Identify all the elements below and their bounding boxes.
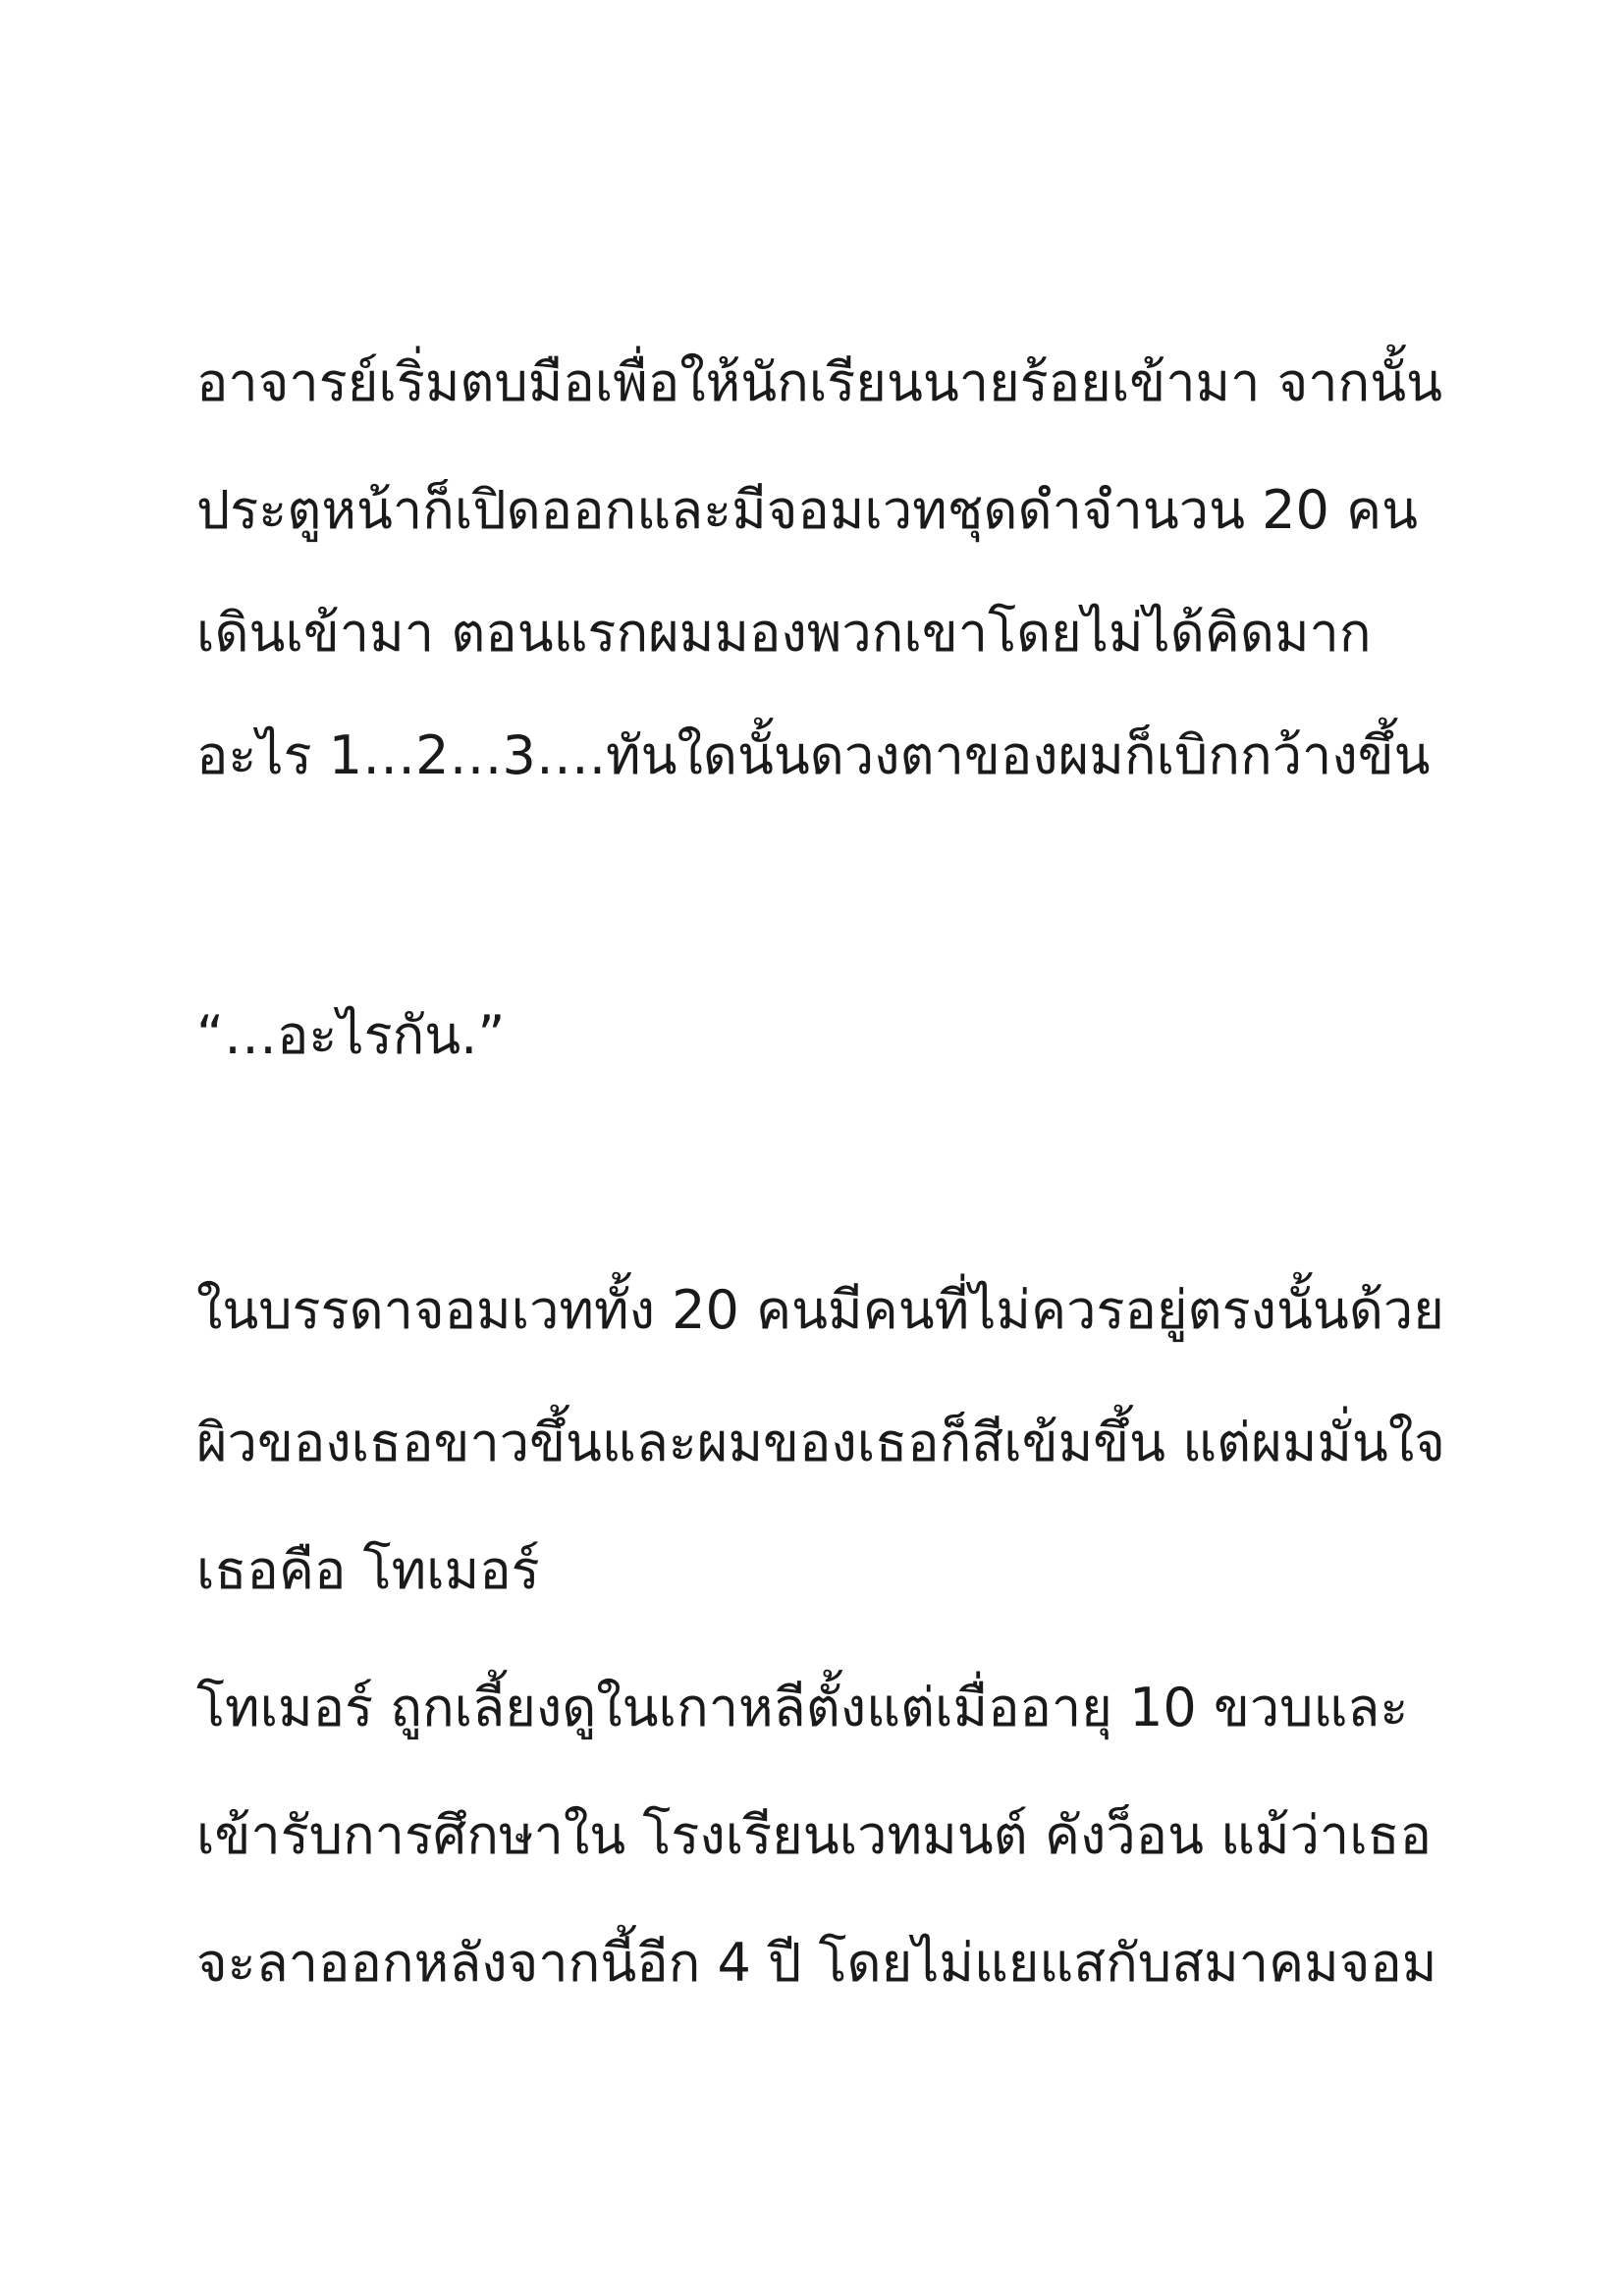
paragraph-1-line-2: ประตูหน้าก็เปิดออกและมีจอมเวทชุดดำจำนวน 20 คน [196,479,1419,541]
paragraph-1-line-1: อาจารย์เริ่มตบมือเพื่อให้นักเรียนนายร้อยเข้ามา จากนั้น [196,351,1443,413]
paragraph-2-line-1: ในบรรดาจอมเวททั้ง 20 คนมีคนที่ไม่ควรอยู่ตรงนั้นด้วย [196,1279,1444,1341]
paragraph-1-line-4: อะไร 1…2…3….ทันใดนั้นดวงตาของผมก็เบิกกว้างขึ้น [196,724,1431,786]
paragraph-3-line-1: โทเมอร์ ถูกเลี้ยงดูในเกาหลีตั้งแต่เมื่ออายุ 10 ขวบและ [196,1677,1409,1738]
paragraph-3-line-3: จะลาออกหลังจากนี้อีก 4 ปี โดยไม่แยแสกับสมาคมจอม [196,1932,1437,1994]
paragraph-1-line-3: เดินเข้ามา ตอนแรกผมมองพวกเขาโดยไม่ได้คิดมาก [196,602,1372,664]
paragraph-2-line-2: ผิวของเธอขาวขึ้นและผมของเธอก็สีเข้มขึ้น แต่ผมมั่นใจ [196,1412,1445,1473]
paragraph-3-line-2: เข้ารับการศึกษาใน โรงเรียนเวทมนต์ คังว็อน แม้ว่าเธอ [196,1804,1433,1866]
paragraph-2-line-3: เธอคือ โทเมอร์ [196,1539,540,1601]
dialogue-line: “…อะไรกัน.” [196,1004,506,1066]
